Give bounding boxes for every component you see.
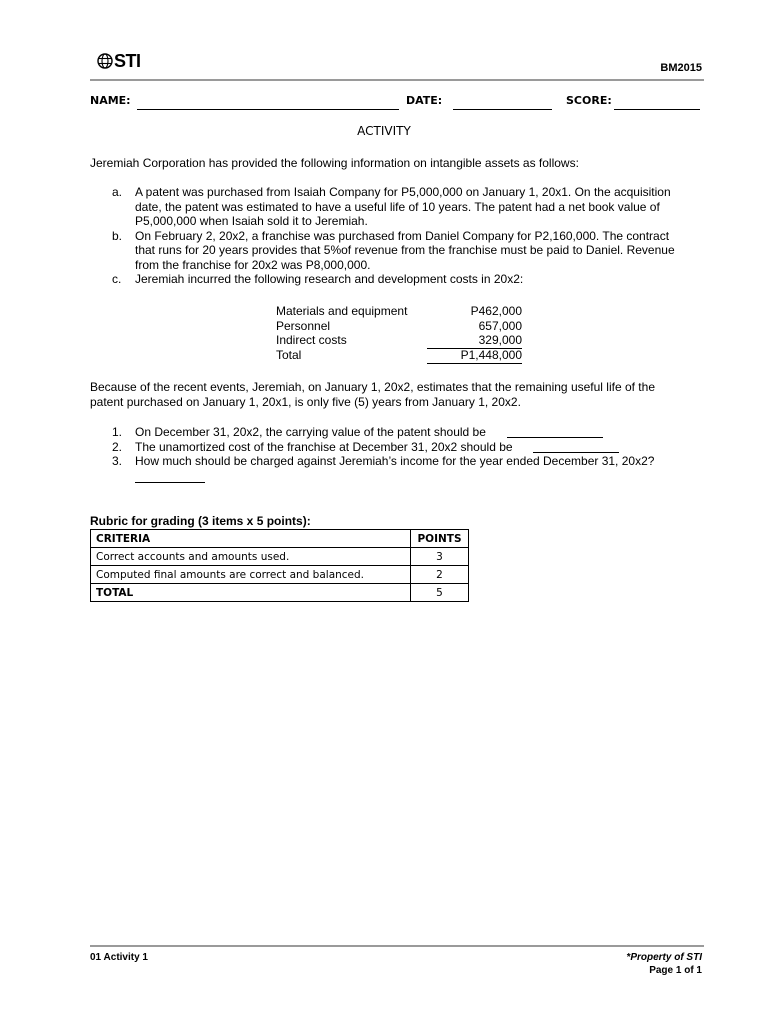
footer-property: *Property of STI [626,952,702,963]
question-item: 2. The unamortized cost of the franchise at December 31, 20x2 should be [112,439,513,454]
name-field[interactable] [137,109,399,110]
cost-row-total: Total P1,448,000 [276,347,522,362]
rubric-table [90,529,469,602]
logo-text: STI [114,50,141,71]
name-label: NAME: [90,94,131,107]
page-title: ACTIVITY [357,124,411,138]
sti-logo [97,50,147,72]
footer-page: Page 1 of 1 [649,965,702,976]
total-top-rule [427,348,522,349]
question-item: 1. On December 31, 20x2, the carrying value of the patent should be [112,425,486,439]
rubric-title: Rubric for grading (3 items x 5 points): [90,514,311,528]
info-list [112,185,712,287]
cost-row: Personnel 657,000 [276,318,522,333]
table-row [91,530,469,548]
answer-blank-1[interactable] [507,437,603,438]
answer-blank-2[interactable] [533,452,619,453]
answer-blank-3[interactable] [135,482,205,483]
score-label: SCORE: [566,94,612,107]
header-divider [90,79,704,81]
cost-row: Materials and equipment P462,000 [276,304,522,318]
points-header: POINTS [411,530,469,548]
list-item: c. Jeremiah incurred the following research and development costs in 20x2: [112,272,524,286]
table-row: Computed final amounts are correct and balanced. 2 [91,566,469,584]
score-field[interactable] [614,109,700,110]
globe-icon [97,53,113,69]
cost-row: Indirect costs 329,000 [276,333,522,347]
questions-list [112,425,712,469]
date-label: DATE: [406,94,443,107]
table-row: Correct accounts and amounts used. 3 [91,548,469,566]
table-row: TOTAL 5 [91,584,469,602]
list-item: b. On February 2, 20x2, a franchise was purchased from Daniel Company for P2,160,000. The contract that runs for 20 years provides that 5%of revenue from the franchise must be paid to Daniel. Revenue from the franchise for 20x2 was P8,000,000. [112,228,675,272]
list-item: a. A patent was purchased from Isaiah Company for P5,000,000 on January 1, 20x1. On the acquisition date, the patent was estimated to have a useful life of 10 years. The patent had a net book value of P5,000,000 when Isaiah sold it to Jeremiah. [112,185,671,228]
date-field[interactable] [453,109,552,110]
rd-costs-table [276,304,526,362]
intro-text: Jeremiah Corporation has provided the following information on intangible assets as follows: [90,156,579,170]
total-bottom-rule [427,363,522,364]
question-item: 3. How much should be charged against Jeremiah’s income for the year ended December 31, 20x2? [112,454,655,468]
useful-life-paragraph: Because of the recent events, Jeremiah, on January 1, 20x2, estimates that the remaining useful life of the patent purchased on January 1, 20x1, is only five (5) years from January 1, 20x2. [90,380,655,409]
footer-activity: 01 Activity 1 [90,952,148,963]
footer-divider [90,945,704,947]
course-code: BM2015 [660,62,702,74]
criteria-header: CRITERIA [91,530,411,548]
